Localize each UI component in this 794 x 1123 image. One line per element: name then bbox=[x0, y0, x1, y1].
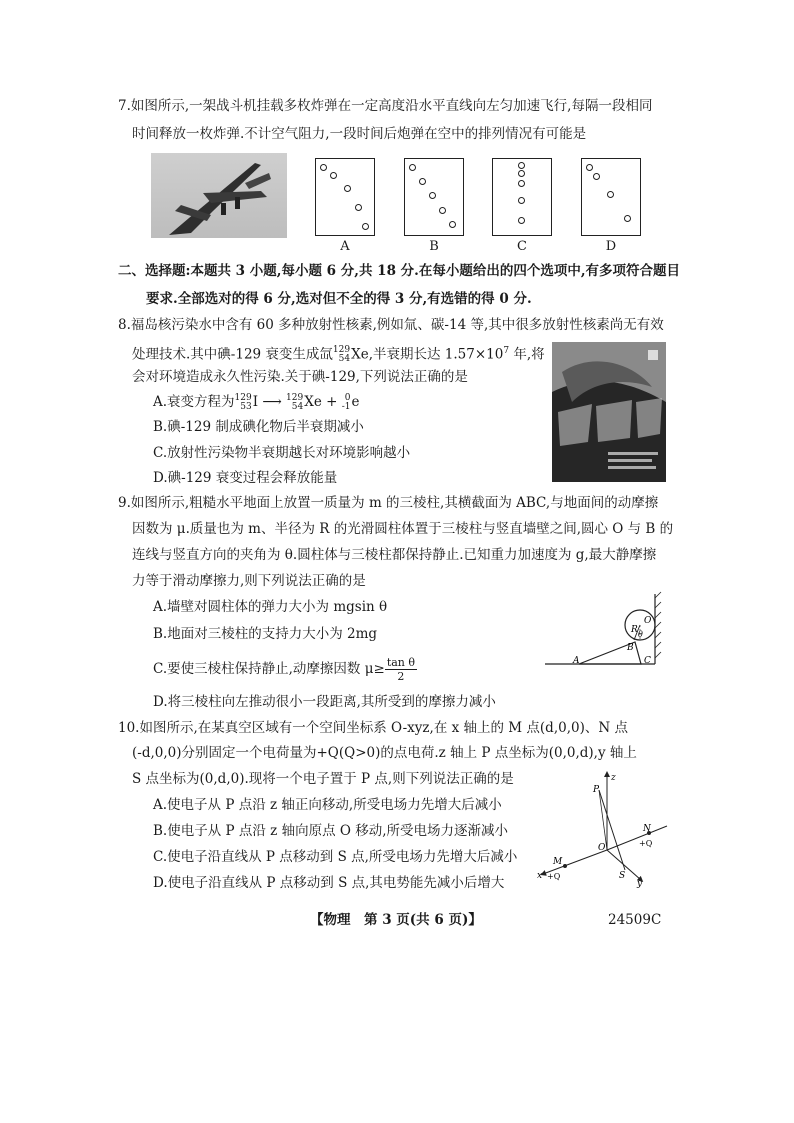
q7-label-c: C bbox=[517, 239, 527, 254]
q10-stem-line1: 10.如图所示,在某真空区域有一个空间坐标系 O-xyz,在 x 轴上的 M 点(d,0,0)、N 点 bbox=[118, 720, 628, 736]
q9-stem-line4: 力等于滑动摩擦力,则下列说法正确的是 bbox=[132, 573, 366, 589]
q7-option-b-figure bbox=[404, 158, 464, 236]
section2-heading-line1: 二、选择题:本题共 3 小题,每小题 6 分,共 18 分.在每小题给出的四个选项中,有多项符合题目 bbox=[118, 263, 681, 279]
q7-stem-line2: 时间释放一枚炸弹.不计空气阻力,一段时间后炮弹在空中的排列情况有可能是 bbox=[132, 126, 587, 142]
q8-option-a[interactable]: A.衰变方程为129 53I ⟶ 129 54Xe + 0 -1e bbox=[153, 392, 360, 412]
q8-option-d[interactable]: D.碘-129 衰变过程会释放能量 bbox=[153, 470, 338, 486]
q9-fig-label-a: A bbox=[573, 656, 580, 666]
q9-option-a[interactable]: A.墙壁对圆柱体的弹力大小为 mgsin θ bbox=[153, 599, 388, 615]
q10-coordinate-system-diagram bbox=[535, 770, 670, 888]
nuclear-water-poster-image bbox=[552, 342, 666, 482]
q8-stem-line3: 会对环境造成永久性污染.关于碘-129,下列说法正确的是 bbox=[132, 369, 468, 385]
q10-stem-line3: S 点坐标为(0,d,0).现将一个电子置于 P 点,则下列说法正确的是 bbox=[132, 771, 514, 787]
q7-option-c-figure bbox=[492, 158, 552, 236]
q9-fig-label-c: C bbox=[644, 656, 651, 666]
q9-fig-label-r: R bbox=[631, 625, 638, 635]
q9-stem-line3: 连线与竖直方向的夹角为 θ.圆柱体与三棱柱都保持静止.已知重力加速度为 g,最大静摩擦 bbox=[132, 547, 657, 563]
q10-stem-line2: (-d,0,0)分别固定一个电荷量为+Q(Q>0)的点电荷.z 轴上 P 点坐标为(0,0,d),y 轴上 bbox=[132, 745, 637, 761]
q8-stem-line2: 处理技术.其中碘-129 衰变生成氙129 54Xe,半衰期长达 $1.57\times 10^7$ 年,将 bbox=[132, 345, 545, 364]
q10-fig-label-y: y bbox=[637, 879, 643, 888]
q10-option-c[interactable]: C.使电子沿直线从 P 点移动到 S 点,所受电场力先增大后减小 bbox=[153, 849, 518, 865]
q8-stem-line1: 8.福岛核污染水中含有 60 多种放射性核素,例如氚、碳-14 等,其中很多放射性核素尚无有效 bbox=[118, 317, 664, 333]
q8-option-c[interactable]: C.放射性污染物半衰期越长对环境影响越小 bbox=[153, 445, 411, 461]
q9-fig-label-o: O bbox=[644, 616, 652, 626]
q10-fig-label-o: O bbox=[598, 843, 606, 853]
q10-option-d[interactable]: D.使电子沿直线从 P 点移动到 S 点,其电势能先减小后增大 bbox=[153, 875, 505, 891]
q9-stem-line1: 9.如图所示,粗糙水平地面上放置一质量为 m 的三棱柱,其横截面为 ABC,与地面间的动摩擦 bbox=[118, 495, 659, 511]
q10-fig-label-n: N bbox=[643, 824, 651, 834]
q7-stem-line1: 7.如图所示,一架战斗机挂载多枚炸弹在一定高度沿水平直线向左匀加速飞行,每隔一段相同 bbox=[118, 98, 653, 114]
q10-fig-label-p: P bbox=[593, 785, 600, 795]
q10-fig-label-s: S bbox=[619, 871, 626, 881]
q10-fig-label-m-charge: +Q bbox=[547, 872, 561, 881]
q7-option-d-figure bbox=[581, 158, 641, 236]
q7-label-a: A bbox=[340, 239, 350, 254]
q9-prism-cylinder-diagram bbox=[545, 590, 675, 670]
q9-option-b[interactable]: B.地面对三棱柱的支持力大小为 2mg bbox=[153, 626, 378, 642]
q9-fig-label-theta: θ bbox=[638, 630, 643, 639]
q10-option-b[interactable]: B.使电子从 P 点沿 z 轴向原点 O 移动,所受电场力逐渐减小 bbox=[153, 823, 509, 839]
q7-option-a-figure bbox=[315, 158, 375, 236]
q9-option-c[interactable]: C.要使三棱柱保持静止,动摩擦因数 μ≥ $\frac{\text{tan θ}}{2}$ bbox=[153, 656, 415, 683]
fighter-jet-photo bbox=[151, 153, 287, 238]
q7-label-b: B bbox=[429, 239, 439, 254]
q10-fig-label-n-charge: +Q bbox=[639, 839, 653, 848]
q10-fig-label-z: z bbox=[611, 773, 616, 783]
exam-code: 24509C bbox=[608, 912, 662, 928]
q8-option-b[interactable]: B.碘-129 制成碘化物后半衰期减小 bbox=[153, 419, 364, 435]
section2-heading-line2: 要求.全部选对的得 6 分,选对但不全的得 3 分,有选错的得 0 分. bbox=[146, 291, 532, 307]
q10-fig-label-m: M bbox=[553, 857, 563, 867]
q10-option-a[interactable]: A.使电子从 P 点沿 z 轴正向移动,所受电场力先增大后减小 bbox=[153, 797, 502, 813]
page-footer: 【物理 第 3 页(共 6 页)】 bbox=[310, 912, 482, 928]
q9-option-d[interactable]: D.将三棱柱向左推动很小一段距离,其所受到的摩擦力减小 bbox=[153, 694, 496, 710]
q9-fig-label-b: B bbox=[627, 643, 634, 653]
q10-fig-label-x: x bbox=[537, 871, 543, 881]
q9-stem-line2: 因数为 μ.质量也为 m、半径为 R 的光滑圆柱体置于三棱柱与竖直墙壁之间,圆心 O 与 B 的 bbox=[132, 521, 674, 537]
fighter-jet-icon bbox=[151, 153, 287, 238]
q7-label-d: D bbox=[605, 239, 617, 254]
